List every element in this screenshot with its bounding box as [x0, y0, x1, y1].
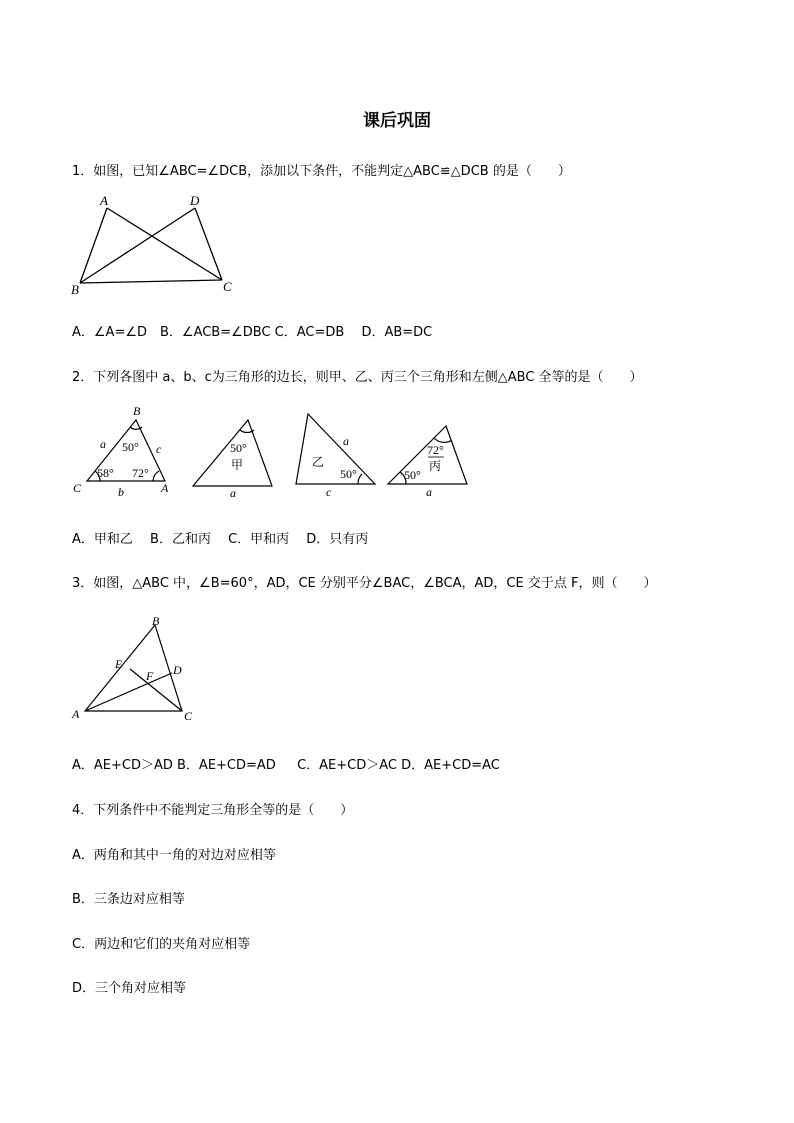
- question-3-figure: [60, 612, 220, 727]
- yi-side-top: a: [343, 434, 349, 448]
- point-label-d: D: [173, 663, 182, 677]
- ref-angle-b: 50°: [122, 440, 139, 454]
- point-label-f: F: [146, 669, 154, 683]
- ref-side-a: a: [100, 437, 106, 451]
- page-title: 课后巩固: [363, 111, 431, 131]
- point-label-b: B: [152, 614, 160, 628]
- question-4-choice-d: D．三个角对应相等: [72, 981, 187, 996]
- question-1-options: A．∠A=∠D B．∠ACB=∠DBC C．AC=DB D．AB=DC: [72, 325, 433, 340]
- point-label-c: C: [184, 709, 193, 723]
- yi-side-bottom: c: [326, 485, 332, 499]
- point-label-c: C: [223, 279, 232, 294]
- question-1-text: 1．如图，已知∠ABC=∠DCB，添加以下条件，不能判定△ABC≌△DCB 的是（ ）: [72, 164, 571, 179]
- ref-side-b: b: [118, 485, 124, 499]
- question-3-options: A．AE+CD＞AD B．AE+CD=AD C．AE+CD＞AC D．AE+CD=AC: [72, 758, 500, 773]
- point-label-e: E: [115, 657, 123, 671]
- question-4-choice-b: B．三条边对应相等: [72, 892, 185, 907]
- point-label-a: A: [72, 707, 80, 721]
- ref-side-c: c: [156, 442, 162, 456]
- ref-label-b: B: [133, 404, 141, 418]
- triangle-yi: [296, 414, 375, 484]
- ref-angle-a: 72°: [132, 466, 149, 480]
- question-2-text: 2．下列各图中 a、b、c为三角形的边长，则甲、乙、丙三个三角形和左侧△ABC 全等的是（ ）: [72, 370, 643, 385]
- question-2-options: A．甲和乙 B．乙和丙 C．甲和丙 D．只有丙: [72, 532, 369, 547]
- question-3-text: 3．如图，△ABC 中，∠B=60°，AD，CE 分别平分∠BAC，∠BCA，AD，CE 交于点 F，则（ ）: [72, 576, 657, 591]
- jia-side: a: [230, 486, 236, 500]
- question-2-figure: [60, 398, 480, 508]
- ref-angle-c: 58°: [97, 466, 114, 480]
- ref-label-a: A: [161, 481, 169, 495]
- jia-angle: 50°: [230, 441, 247, 455]
- point-label-a: A: [100, 193, 108, 208]
- ref-label-c: C: [73, 481, 82, 495]
- bing-name: 丙: [429, 459, 442, 473]
- question-4-choice-c: C．两边和它们的夹角对应相等: [72, 937, 251, 952]
- question-1-figure: [60, 190, 250, 300]
- bing-side: a: [426, 485, 432, 499]
- question-4-text: 4．下列条件中不能判定三角形全等的是（ ）: [72, 803, 354, 818]
- question-4-choice-a: A．两角和其中一角的对边对应相等: [72, 848, 276, 863]
- bing-angle-top: 72°: [427, 443, 444, 457]
- bing-angle-left: 50°: [404, 468, 421, 482]
- yi-name: 乙: [312, 455, 325, 469]
- point-label-b: B: [71, 282, 79, 297]
- jia-name: 甲: [231, 458, 244, 472]
- point-label-d: D: [190, 193, 200, 208]
- yi-angle: 50°: [340, 467, 357, 481]
